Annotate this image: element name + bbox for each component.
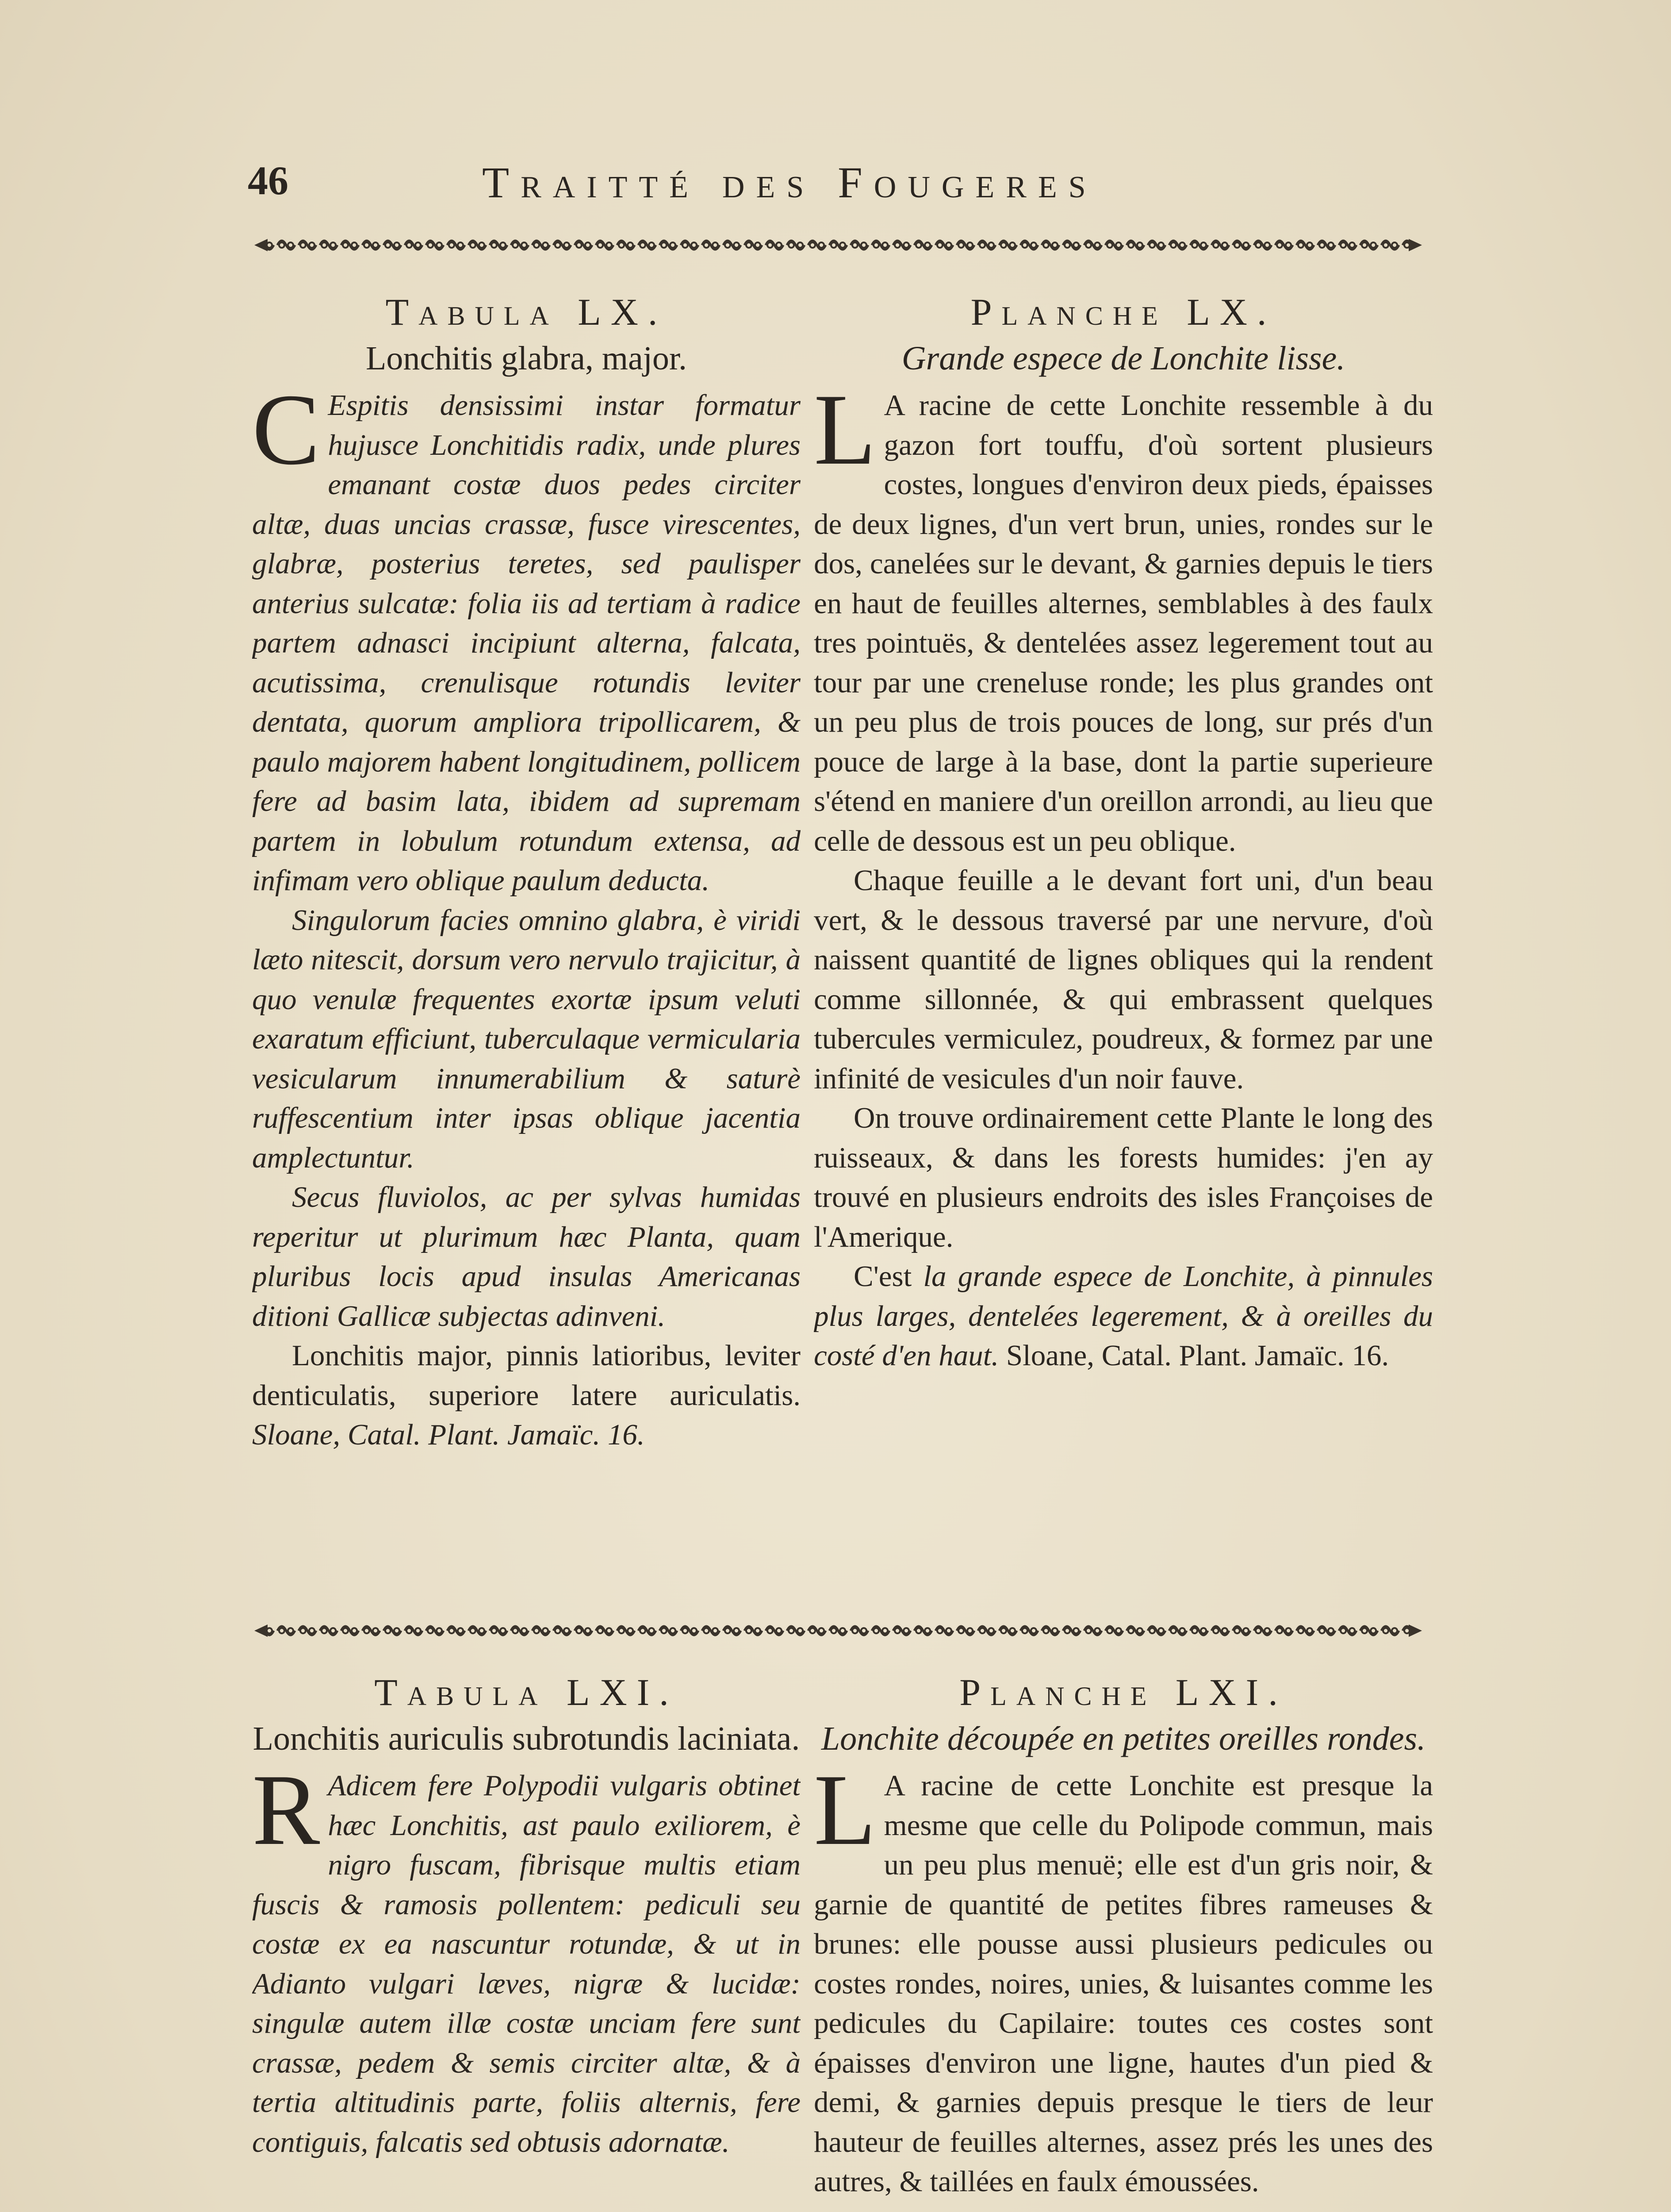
planche-lxi-heading: Planche LXI. xyxy=(959,1671,1288,1713)
synonym-text: la grande espece de Lonchite, à pinnules plus larges, dentelées legerement, & à oreilles du costé d'en haut. xyxy=(814,1260,1433,1372)
planche-lxi-text xyxy=(814,1753,1433,2202)
paragraph: On trouve ordinairement cette Plante le long des ruisseaux, & dans les forests humides: j'en ay trouvé en plusieurs endroits des isles Françoises de l'Amerique. xyxy=(814,1102,1433,1253)
paragraph: Adicem fere Polypodii vulgaris obtinet hæc Lonchitis, ast paulo exiliorem, è nigro fuscam, fibrisque multis etiam fuscis & ramosis pollentem: pediculi seu costæ ex ea nascuntur rotundæ, & ut in Adianto vulgari læves, nigræ & lucidæ: singulæ autem illæ costæ unciam fere sunt crassæ, pedem & semis circiter altæ, & à tertia altitudinis parte, foliis alternis, fere contiguis, falcatis sed obtusis adornatæ. xyxy=(252,1769,801,2158)
drop-cap: L xyxy=(814,373,876,486)
planche-lx-heading: Planche LX. xyxy=(970,291,1276,333)
running-head xyxy=(248,157,1398,219)
ornament-band-icon xyxy=(254,234,1422,257)
page-number: 46 xyxy=(248,158,288,203)
tabula-lxi-text xyxy=(252,1753,801,2162)
tabula-lx-subtitle: Lonchitis glabra, major. xyxy=(365,340,687,377)
planche-lxi-subtitle: Lonchite découpée en petites oreilles rondes. xyxy=(821,1720,1426,1757)
paragraph: Espitis densissimi instar formatur hujusce Lonchitidis radix, unde plures emanant costæ duos pedes circiter altæ, duas uncias crassæ, fusce virescentes, glabræ, posterius teretes, sed paulisper anterius sulcatæ: folia iis ad tertiam à radice partem adnasci incipiunt alterna, falcata, acutissima, crenulisque rotundis leviter dentata, quorum ampliora tripollicarem, & paulo majorem habent longitudinem, pollicem fere ad basim lata, ibidem ad supremam partem in lobulum rotundum extensa, ad infimam vero oblique paulum deducta. xyxy=(252,389,801,897)
drop-cap: R xyxy=(252,1753,320,1866)
paragraph: Secus fluviolos, ac per sylvas humidas reperitur ut plurimum hæc Planta, quam pluribus locis apud insulas Americanas ditioni Gallicæ subjectas adinveni. xyxy=(252,1181,801,1333)
paragraph: A racine de cette Lonchite est presque la mesme que celle du Polipode commun, mais un peu plus menuë; elle est d'un gris noir, & garnie de quantité de petites fibres rameuses & brunes: elle pousse aussi plusieurs pedicules ou costes rondes, noires, unies, & luisantes comme les pedicules du Capilaire: toutes ces costes sont épaisses d'environ une ligne, hautes d'un pied & demi, & garnies depuis presque le tiers de leur hauteur de feuilles alternes, assez prés les unes des autres, & taillées en faulx émoussées. xyxy=(814,1769,1433,2198)
french-column-lxi xyxy=(814,1668,1433,2212)
drop-cap: C xyxy=(252,373,320,486)
drop-cap: L xyxy=(814,1753,876,1866)
paragraph: A racine de cette Lonchite ressemble à du gazon fort touffu, d'où sortent plusieurs costes, longues d'environ deux pieds, épaisses de deux lignes, d'un vert brun, unies, rondes sur le dos, canelées sur le devant, & garnies depuis le tiers en haut de feuilles alternes, semblables à des faulx tres pointuës, & dentelées assez legerement tout au tour par une creneluse ronde; les plus grandes ont un peu plus de trois pouces de long, sur prés d'un pouce de large à la base, dont la partie superieure s'étend en maniere d'un oreillon arrondi, au lieu que celle de dessous est un peu oblique. xyxy=(814,389,1433,857)
ornamental-rule-top xyxy=(254,234,1422,257)
tabula-lxi-subtitle: Lonchitis auriculis subrotundis laciniata. xyxy=(253,1720,800,1757)
paragraph-synonym xyxy=(252,1336,801,1455)
ornament-band-icon xyxy=(254,1619,1422,1642)
paragraph: Chaque feuille a le devant fort uni, d'un beau vert, & le dessous traversé par une nervure, d'où naissent quantité de lignes obliques qui la rendent comme sillonnée, & qui embrassent quelques tubercules vermiculez, poudreux, & formez par une infinité de vesicules d'un noir fauve. xyxy=(814,864,1433,1095)
tabula-lx-heading: Tabula LX. xyxy=(385,291,667,333)
lead-word: C'est xyxy=(854,1260,912,1293)
tabula-lx-text xyxy=(252,373,801,1455)
ornamental-rule-middle xyxy=(254,1619,1422,1642)
latin-column-lx xyxy=(252,288,801,1597)
synonym-text: Lonchitis major, pinnis latioribus, leviter denticulatis, superiore latere auriculatis. xyxy=(252,1339,801,1412)
reference-citation: Sloane, Catal. Plant. Jamaïc. 16. xyxy=(1006,1339,1389,1372)
latin-column-lxi xyxy=(252,1668,801,2212)
tabula-lxi-heading: Tabula LXI. xyxy=(374,1671,678,1713)
paragraph-synonym xyxy=(814,1257,1433,1376)
running-title: Traitté des Fougeres xyxy=(482,158,1097,207)
paragraph: Singulorum facies omnino glabra, è viridi læto nitescit, dorsum vero nervulo trajicitur, à quo venulæ frequentes exortæ ipsum veluti exaratum efficiunt, tuberculaque vermicularia vesicularum innumerabilium & saturè ruffescentium inter ipsas oblique jacentia amplectuntur. xyxy=(252,903,801,1174)
planche-lx-text xyxy=(814,373,1433,1376)
planche-lx-subtitle: Grande espece de Lonchite lisse. xyxy=(901,340,1345,377)
french-column-lx xyxy=(814,288,1433,1597)
reference-citation: Sloane, Catal. Plant. Jamaïc. 16. xyxy=(252,1418,645,1451)
